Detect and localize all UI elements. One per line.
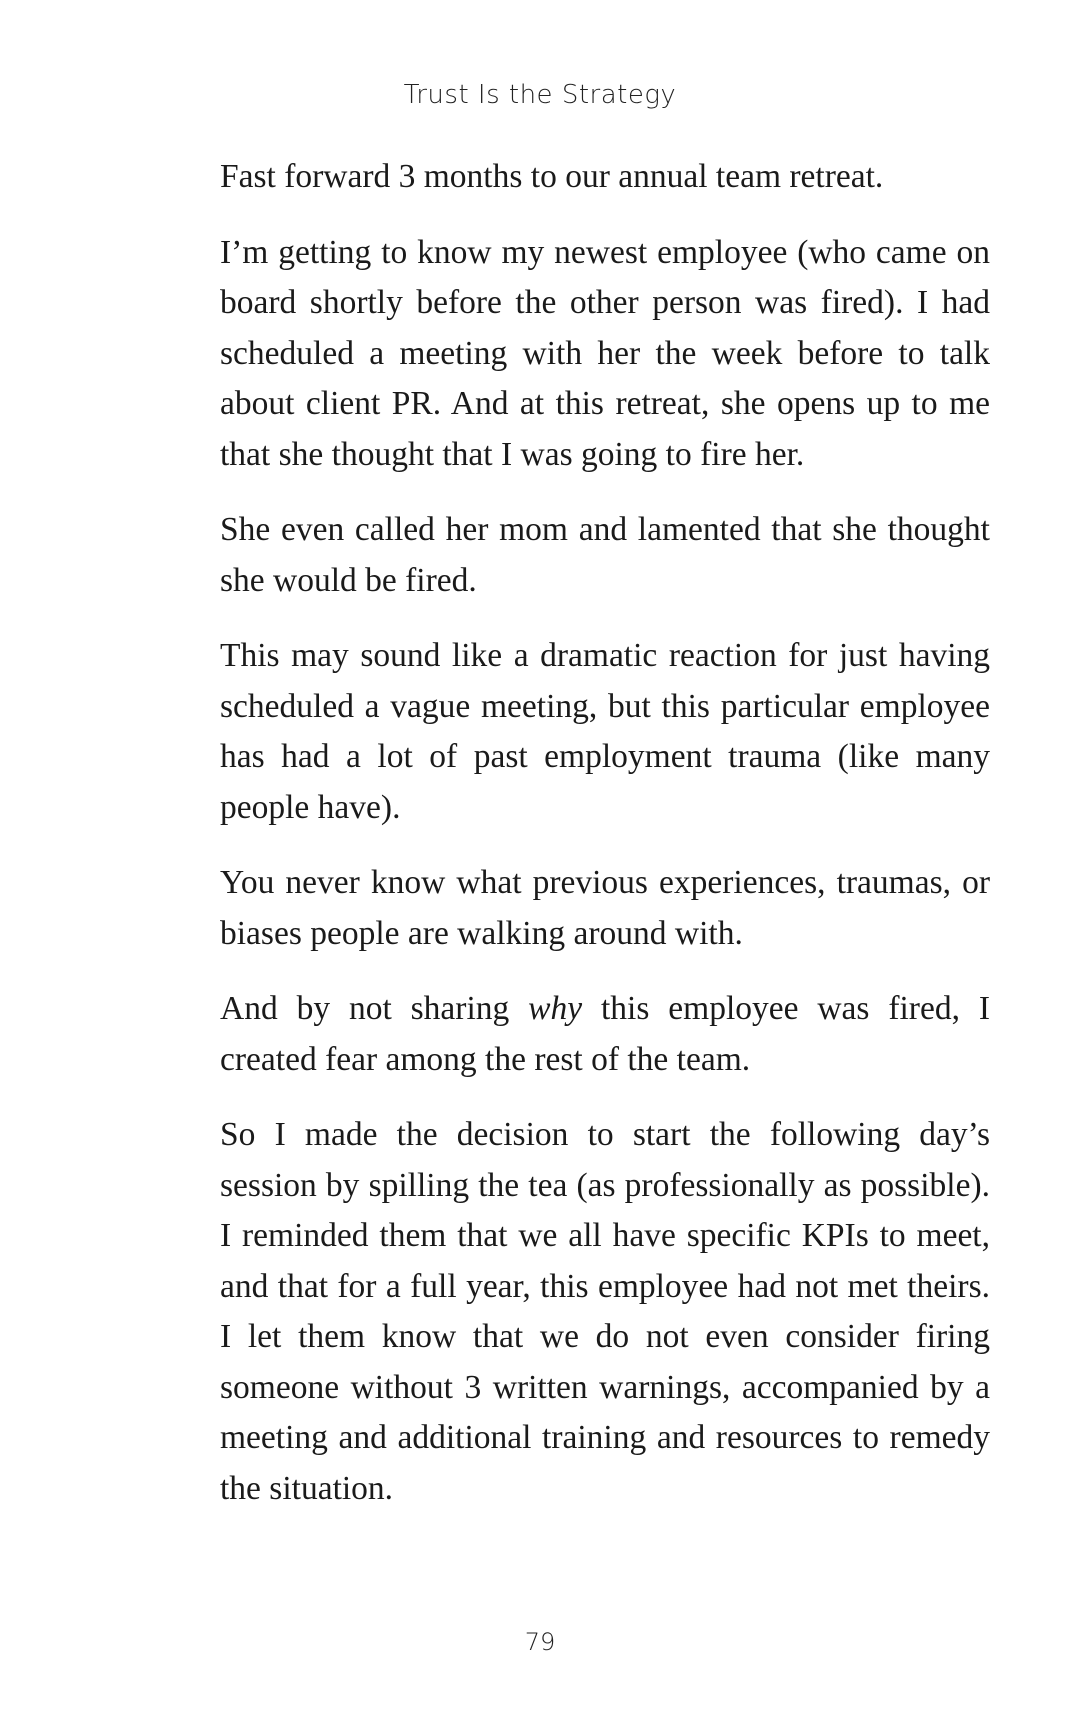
emphasis-why: why xyxy=(528,990,583,1027)
paragraph-6-start: And by not sharing xyxy=(220,990,529,1027)
paragraph-4: This may sound like a dramatic reaction for just having scheduled a vague meeting, but this particular employee has had a lot of past employment trauma (like many people have). xyxy=(220,637,990,826)
paragraph-3: She even called her mom and lamented that she thought she would be fired. xyxy=(220,511,990,599)
paragraph-5: You never know what previous experiences, traumas, or biases people are walking around with. xyxy=(220,864,990,952)
paragraph-6-end: this employee was fired, I created fear among the rest of the team. xyxy=(220,990,990,1078)
running-header: Trust Is the Strategy xyxy=(403,80,677,110)
paragraph-2: I’m getting to know my newest employee (who came on board shortly before the other person was fired). I had scheduled a meeting with her the week before to talk about client PR. And at this retreat, she opens up to me that she thought that I was going to fire her. xyxy=(220,233,990,473)
paragraph-6 xyxy=(220,984,990,1085)
paragraph-1: Fast forward 3 months to our annual team retreat. xyxy=(220,158,884,195)
body-text xyxy=(220,152,990,1514)
page-number: 79 xyxy=(524,1628,556,1656)
paragraph-7: So I made the decision to start the following day’s session by spilling the tea (as professionally as possible). I reminded them that we all have specific KPIs to meet, and that for a full year, this employee had not met theirs. I let them know that we do not even consider firing someone without 3 written warnings, accompanied by a meeting and additional training and resources to remedy the situation. xyxy=(220,1116,990,1507)
